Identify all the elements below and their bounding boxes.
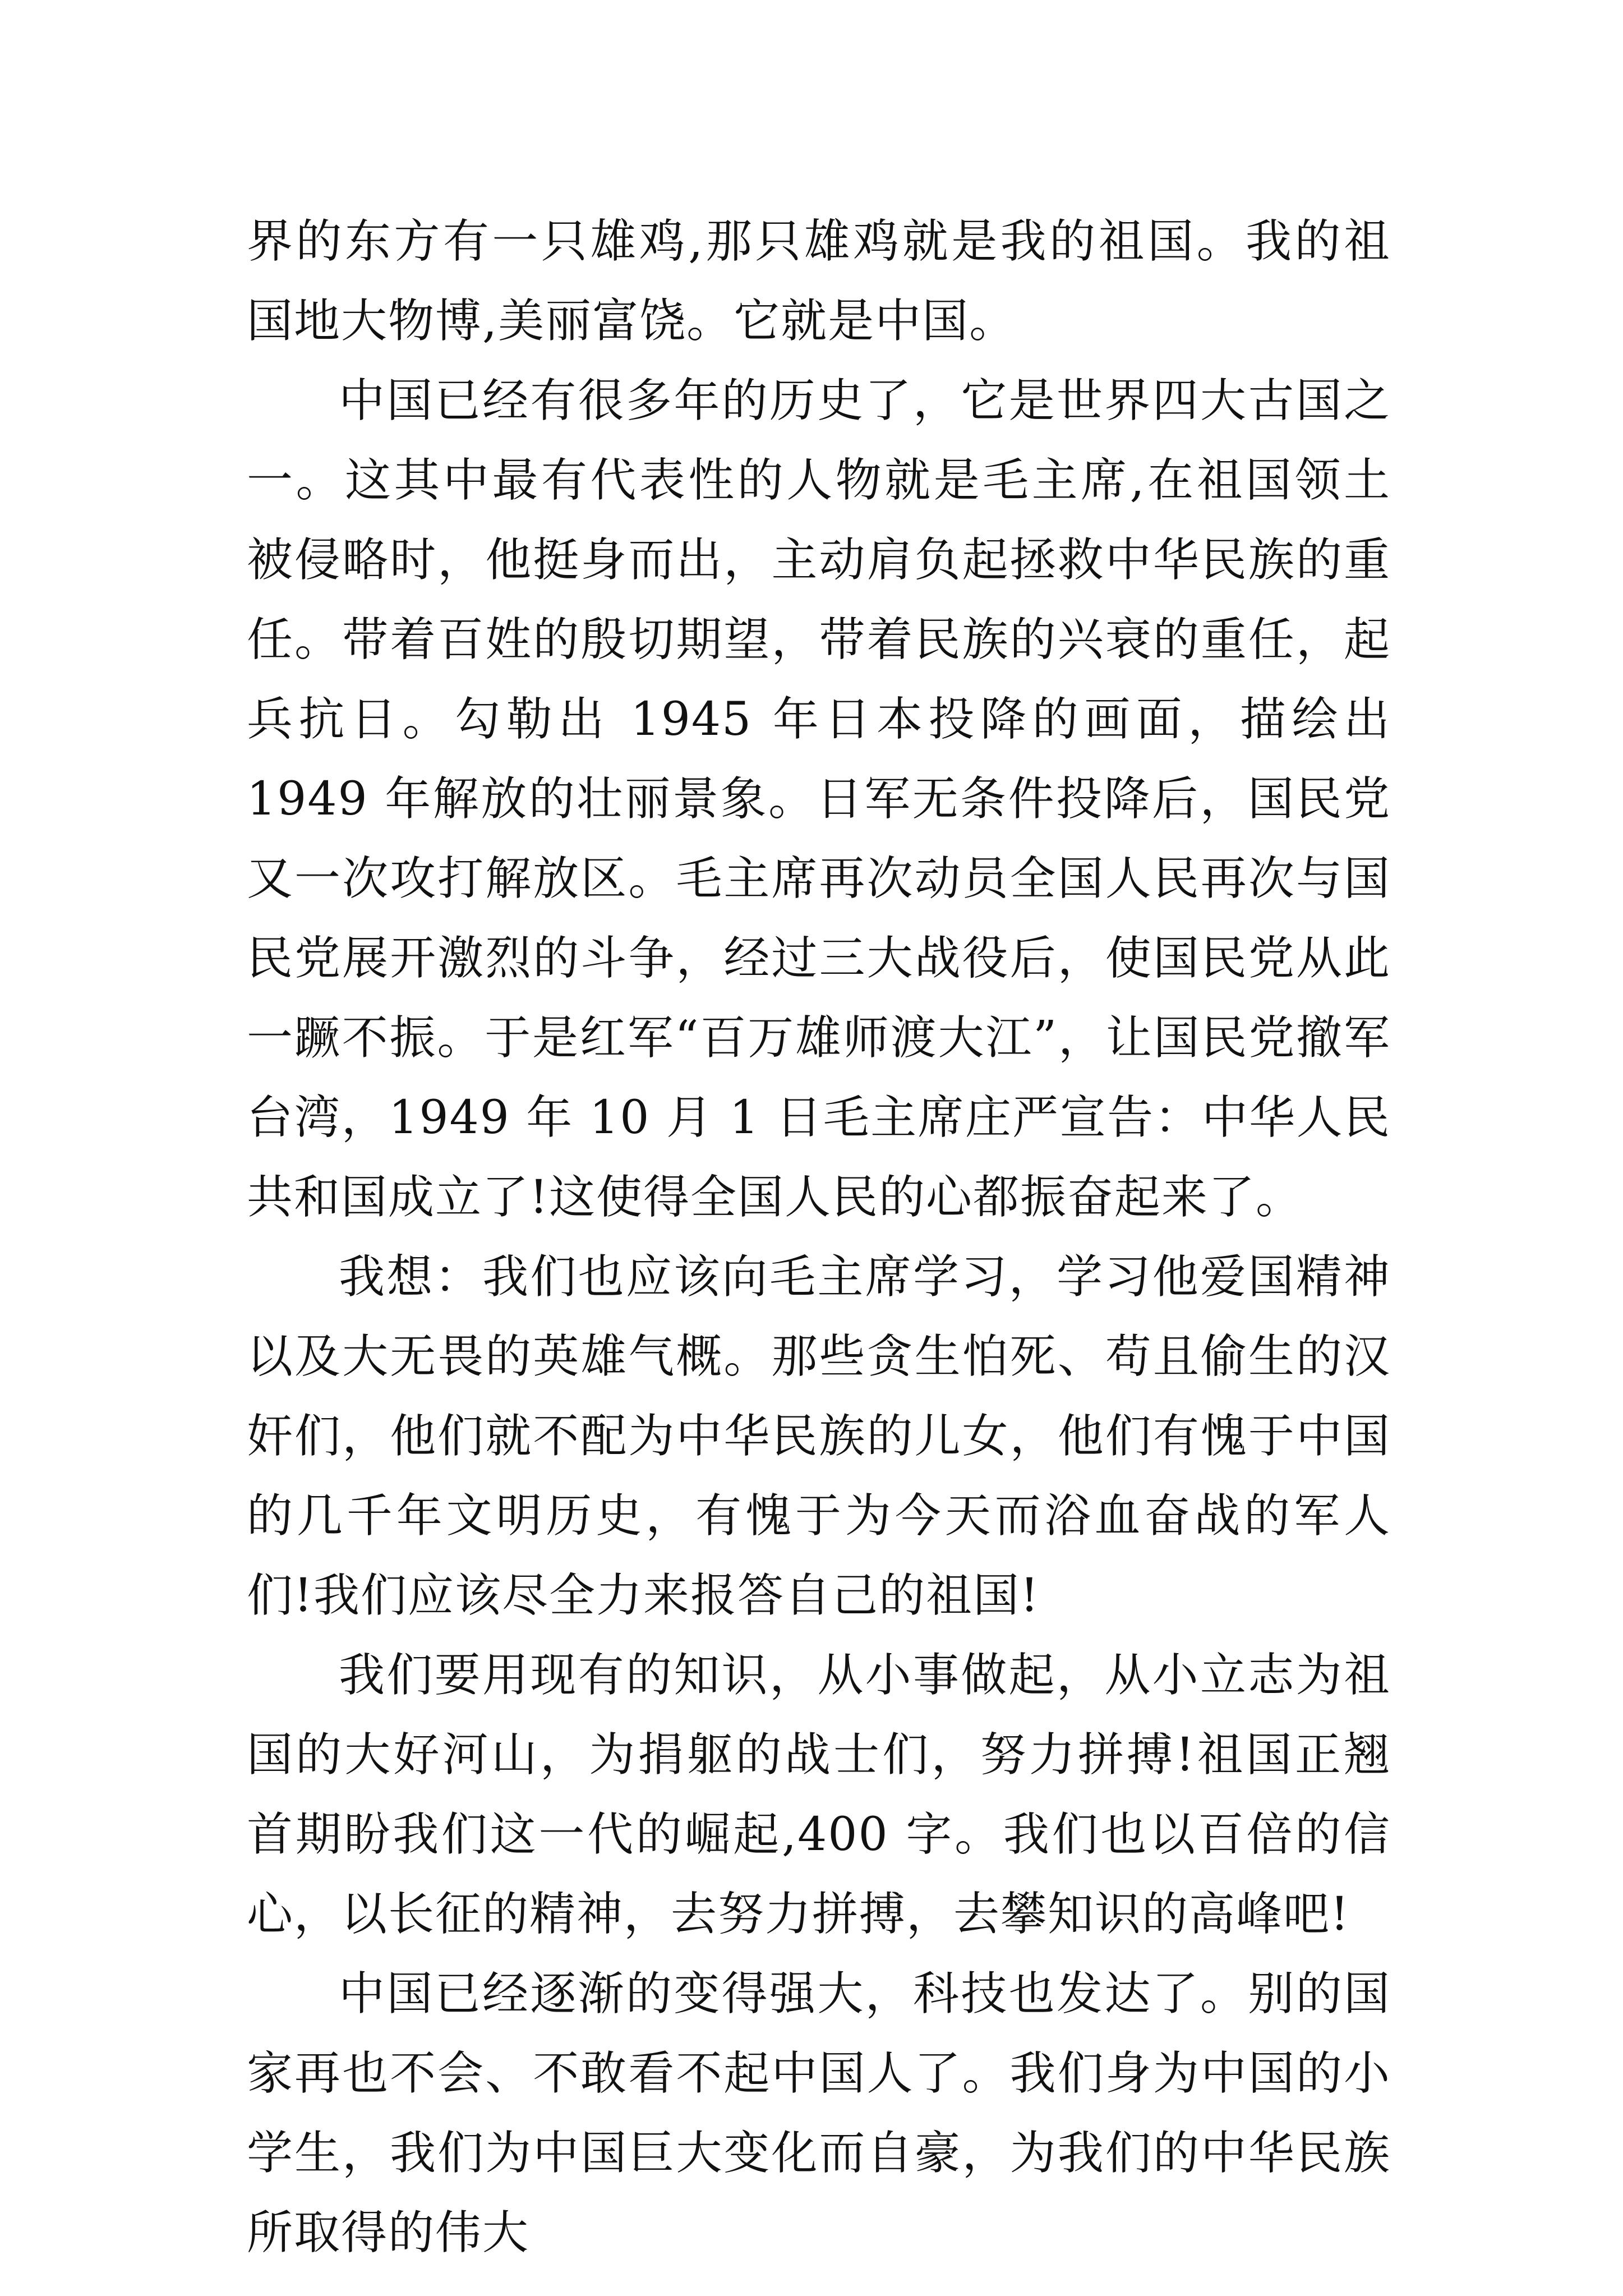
- essay-body: [247, 202, 1391, 2273]
- paragraph-resolution: 我们要用现有的知识，从小事做起，从小立志为祖国的大好河山，为捐躯的战士们，努力拼搏!祖国正翘首期盼我们这一代的崛起,400 字。我们也以百倍的信心，以长征的精神，去努力拼搏，去攀知识的高峰吧!: [247, 1649, 1391, 1941]
- paragraph-pride: 中国已经逐渐的变得强大，科技也发达了。别的国家再也不会、不敢看不起中国人了。我们身为中国的小学生，我们为中国巨大变化而自豪，为我们的中华民族所取得的伟大: [247, 1967, 1391, 2260]
- paragraph-reflection: 我想：我们也应该向毛主席学习，学习他爱国精神以及大无畏的英雄气概。那些贪生怕死、苟且偷生的汉奸们，他们就不配为中华民族的儿女，他们有愧于中国的几千年文明历史，有愧于为今天而浴血奋战的军人们!我们应该尽全力来报答自己的祖国!: [247, 1250, 1391, 1622]
- paragraph-continuation: 界的东方有一只雄鸡,那只雄鸡就是我的祖国。我的祖国地大物博,美丽富饶。它就是中国。: [247, 215, 1391, 348]
- paragraph-history: 中国已经有很多年的历史了，它是世界四大古国之一。这其中最有代表性的人物就是毛主席,在祖国领土被侵略时，他挺身而出，主动肩负起拯救中华民族的重任。带着百姓的殷切期望，带着民族的兴衰的重任，起兵抗日。勾勒出 1945 年日本投降的画面，描绘出 1949 年解放的壮丽景象。日军无条件投降后，国民党又一次攻打解放区。毛主席再次动员全国人民再次与国民党展开激烈的斗争，经过三大战役后，使国民党从此一蹶不振。于是红军“百万雄师渡大江”，让国民党撤军台湾，1949 年 10 月 1 日毛主席庄严宣告：中华人民共和国成立了!这使得全国人民的心都振奋起来了。: [247, 374, 1391, 1224]
